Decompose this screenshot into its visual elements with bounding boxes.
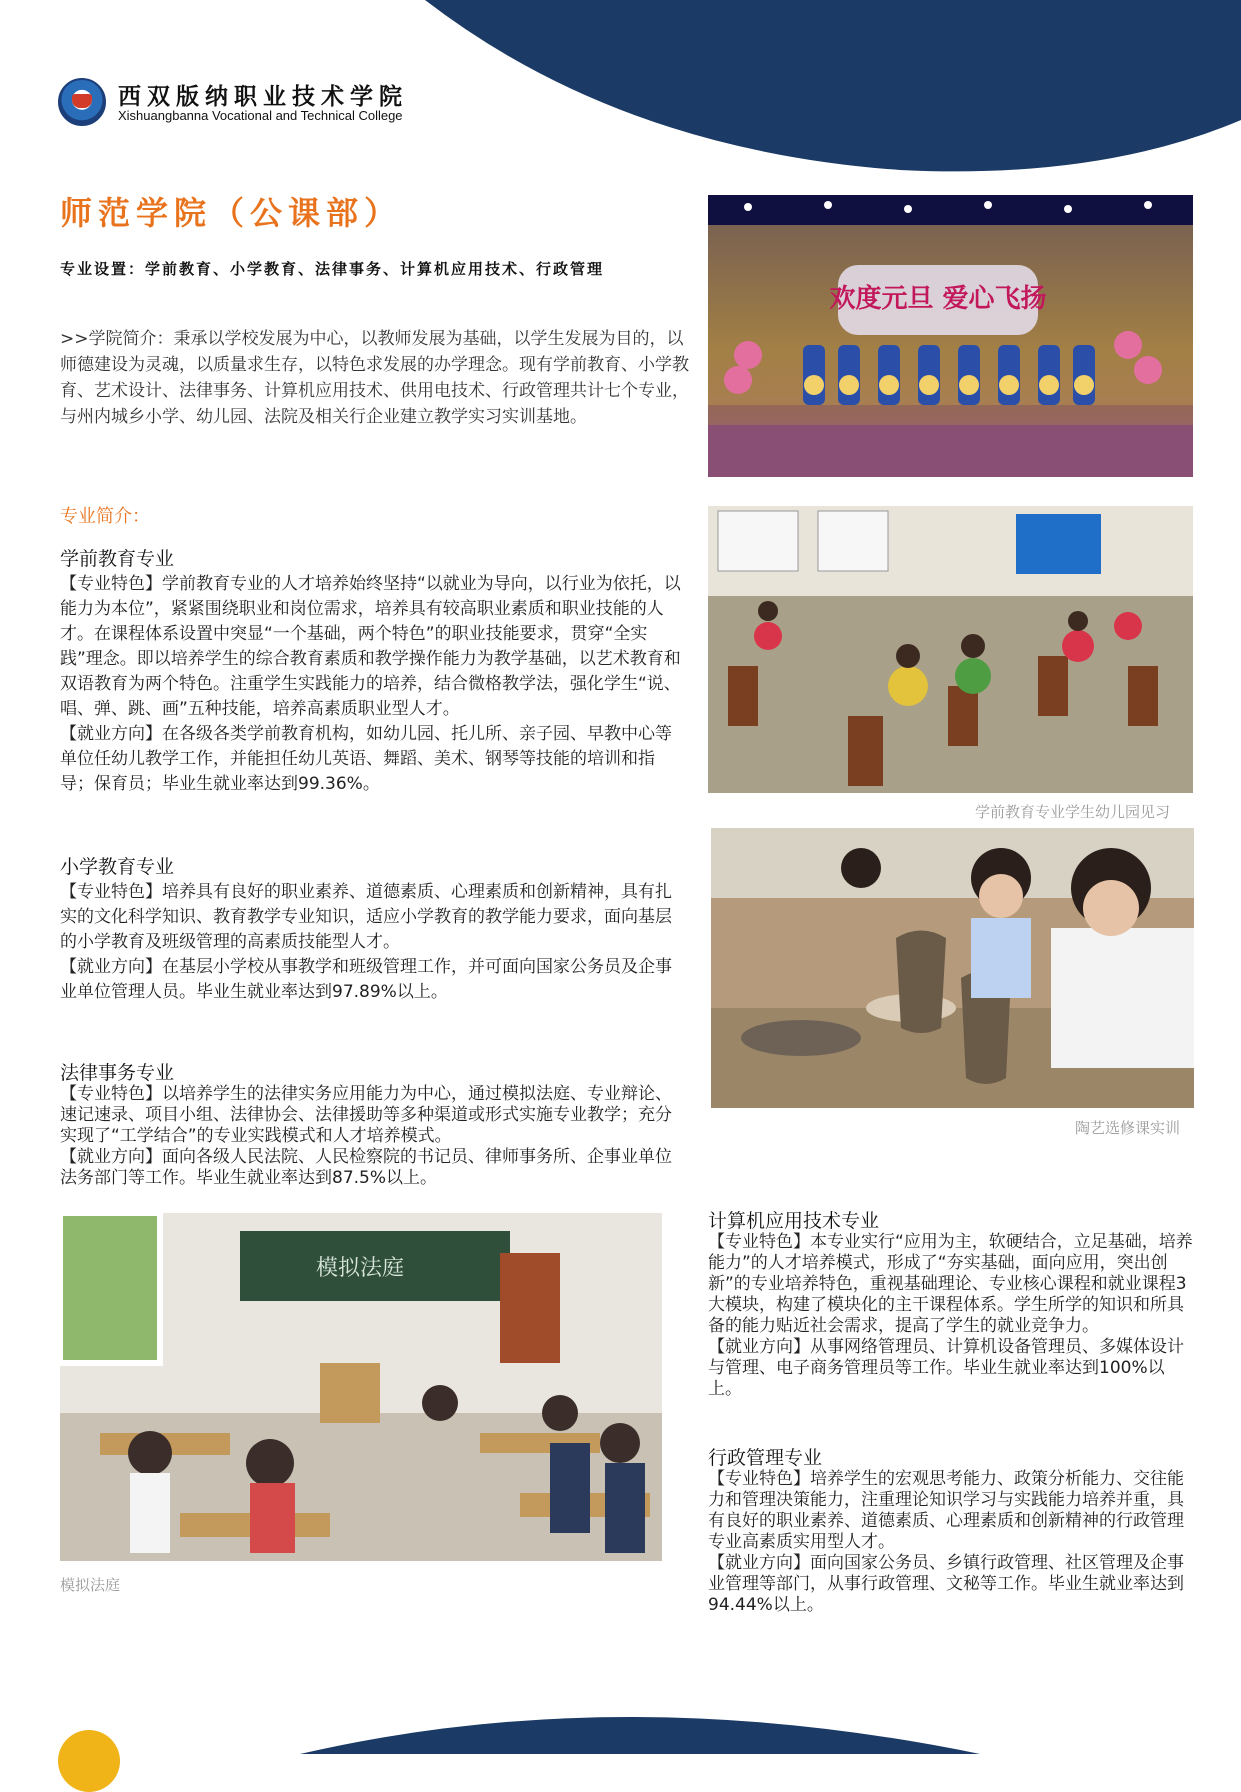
program-employment: 【就业方向】在基层小学校从事教学和班级管理工作，并可面向国家公务员及企事业单位管理人员。毕业生就业率达到97.89%以上。 bbox=[60, 957, 672, 1002]
college-intro: >>学院简介：秉承以学校发展为中心，以教师发展为基础，以学生发展为目的，以师德建设为灵魂，以质量求生存，以特色求发展的办学理念。现有学前教育、小学教育、艺术设计、法律事务、计算机应用技术、供用电技术、行政管理共计七个专业，与州内城乡小学、幼儿园、法院及相关行企业建立教学实习实训基地。 bbox=[60, 329, 689, 427]
school-name-cn: 西双版纳职业技术学院 bbox=[118, 83, 408, 110]
admin-program bbox=[708, 1447, 1193, 1616]
program-employment: 【就业方向】从事网络管理员、计算机设备管理员、多媒体设计与管理、电子商务管理员等工作。毕业生就业率达到100%以上。 bbox=[708, 1337, 1184, 1399]
mock-court-caption: 模拟法庭 bbox=[60, 1576, 121, 1594]
law-program bbox=[60, 1062, 688, 1189]
program-feature: 【专业特色】学前教育专业的人才培养始终坚持“以就业为导向，以行业为依托，以能力为本位”，紧紧围绕职业和岗位需求，培养具有较高职业素质和职业技能的人才。在课程体系设置中突显“一个基础，两个特色”的职业技能要求，贯穿“全实践”理念。即以培养学生的综合教育素质和教学操作能力为教学基础，以艺术教育和双语教育为两个特色。注重学生实践能力的培养，结合微格教学法，强化学生“说、唱、弹、跳、画”五种技能，培养高素质职业型人才。 bbox=[60, 574, 681, 719]
computer-program bbox=[708, 1210, 1193, 1400]
program-title: 小学教育专业 bbox=[60, 856, 175, 878]
program-employment: 【就业方向】面向国家公务员、乡镇行政管理、社区管理及企事业管理等部门，从事行政管理、文秘等工作。毕业生就业率达到94.44%以上。 bbox=[708, 1553, 1184, 1615]
kindergarten-practice-photo bbox=[708, 506, 1193, 793]
program-feature: 【专业特色】培养学生的宏观思考能力、政策分析能力、交往能力和管理决策能力，注重理论知识学习与实践能力培养并重，具有良好的职业素养、道德素质、心理素质和创新精神的行政管理专业高素质实用型人才。 bbox=[708, 1469, 1184, 1552]
program-title: 学前教育专业 bbox=[60, 548, 175, 570]
page-title: 师范学院（公课部） bbox=[60, 194, 403, 232]
majors-list: 专业设置：学前教育、小学教育、法律事务、计算机应用技术、行政管理 bbox=[60, 260, 605, 278]
mock-court-photo bbox=[60, 1213, 662, 1561]
section-label: 专业简介： bbox=[60, 506, 150, 527]
program-employment: 【就业方向】面向各级人民法院、人民检察院的书记员、律师事务所、企事业单位法务部门等工作。毕业生就业率达到87.5%以上。 bbox=[60, 1147, 672, 1188]
court-board-text: 模拟法庭 bbox=[315, 1256, 405, 1281]
page-number-badge bbox=[58, 1730, 120, 1792]
program-employment: 【就业方向】在各级各类学前教育机构，如幼儿园、托儿所、亲子园、早教中心等单位任幼儿教学工作，并能担任幼儿英语、舞蹈、美术、钢琴等技能的培训和指导；保育员；毕业生就业率达到99.36%。 bbox=[60, 724, 672, 794]
preschool-program bbox=[60, 547, 685, 797]
stage-banner-text: 欢度元旦 爱心飞扬 bbox=[829, 284, 1047, 314]
bottom-wave-decoration bbox=[0, 1680, 1241, 1754]
school-name-en: Xishuangbanna Vocational and Technical College bbox=[118, 108, 403, 123]
school-logo bbox=[58, 78, 106, 126]
program-title: 计算机应用技术专业 bbox=[708, 1210, 880, 1232]
program-feature: 【专业特色】培养具有良好的职业素养、道德素质、心理素质和创新精神，具有扎实的文化科学知识、教育教学专业知识，适应小学教育的教学能力要求，面向基层的小学教育及班级管理的高素质技能型人才。 bbox=[60, 882, 672, 952]
program-feature: 【专业特色】以培养学生的法律实务应用能力为中心，通过模拟法庭、专业辩论、速记速录、项目小组、法律协会、法律援助等多种渠道或形式实施专业教学；充分实现了“工学结合”的专业实践模式和人才培养模式。 bbox=[60, 1084, 672, 1146]
pottery-class-photo bbox=[711, 828, 1194, 1108]
pottery-caption: 陶艺选修课实训 bbox=[1075, 1119, 1181, 1137]
primary-program bbox=[60, 855, 688, 1005]
program-title: 行政管理专业 bbox=[708, 1447, 823, 1469]
program-feature: 【专业特色】本专业实行“应用为主，软硬结合，立足基础，培养能力”的人才培养模式，形成了“夯实基础，面向应用，突出创新”的专业培养特色，重视基础理论、专业核心课程和就业课程3大模块，构建了模块化的主干课程体系。学生所学的知识和所具备的能力贴近社会需求，提高了学生的就业竞争力。 bbox=[708, 1232, 1193, 1336]
stage-performance-photo bbox=[708, 195, 1193, 477]
program-title: 法律事务专业 bbox=[60, 1062, 175, 1084]
kindergarten-caption: 学前教育专业学生幼儿园见习 bbox=[975, 803, 1171, 821]
